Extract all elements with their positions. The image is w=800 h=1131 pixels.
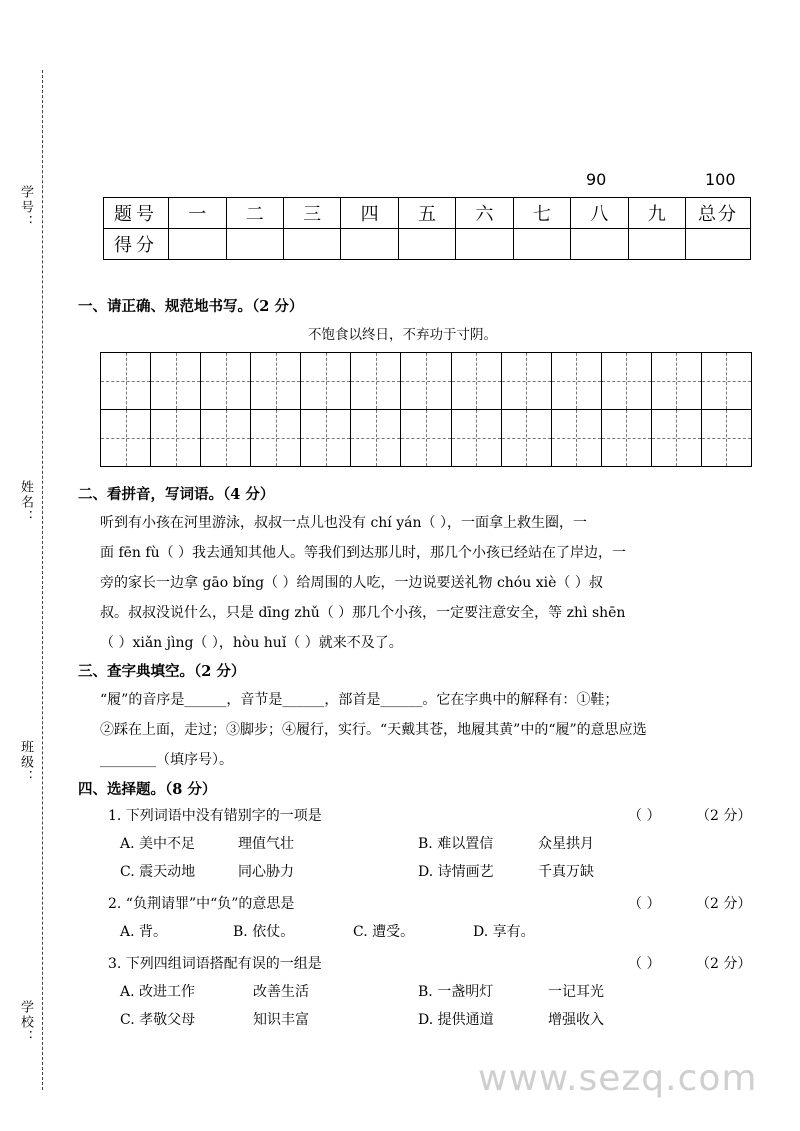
score-cell-5[interactable]: [398, 229, 455, 260]
section-2-line-5: （ ）xiǎn jìng（ ），hòu huǐ（ ）就来不及了。: [100, 635, 403, 651]
writing-cell[interactable]: [250, 353, 300, 409]
section-3-line-3: ________（填序号）。: [100, 752, 233, 768]
writing-cell[interactable]: [551, 410, 601, 466]
writing-cell[interactable]: [501, 410, 551, 466]
score-cell-4[interactable]: [341, 229, 398, 260]
section-1-quote: 不饱食以终日，不弃功于寸阴。: [308, 327, 497, 343]
score-col-4: 四: [341, 198, 398, 229]
score-col-6: 六: [456, 198, 513, 229]
writing-cell[interactable]: [451, 353, 501, 409]
question-3-option-b[interactable]: B. 一盏明灯: [418, 984, 494, 1000]
question-3-option-b-second[interactable]: 一记耳光: [548, 984, 604, 1000]
writing-cell[interactable]: [701, 410, 751, 466]
section-2-line-2: 面 fēn fù（ ）我去通知其他人。等我们到达那儿时，那几个小孩已经站在了岸边，一: [100, 545, 627, 561]
writing-cell[interactable]: [601, 410, 651, 466]
watermark-text: www.sezq.com: [478, 1058, 758, 1099]
score-cell-total[interactable]: [686, 229, 751, 260]
question-1-option-c-second[interactable]: 同心胁力: [238, 864, 294, 880]
question-2-stem: 2. “负荆请罪”中“负”的意思是: [108, 896, 295, 912]
section-2-heading: 二、看拼音，写词语。（4 分）: [78, 486, 275, 503]
section-4-heading: 四、选择题。（8 分）: [78, 781, 217, 798]
question-1-option-d[interactable]: D. 诗情画艺: [418, 864, 494, 880]
section-3-line-2: ②踩在上面，走过；③脚步；④履行，实行。“天戴其苍，地履其黄”中的“履”的意思应选: [100, 722, 647, 738]
fold-dashed-line: [42, 70, 43, 1090]
score-cell-6[interactable]: [456, 229, 513, 260]
writing-cell[interactable]: [551, 353, 601, 409]
score-table-header-label: 题号: [104, 198, 169, 229]
question-3-option-d[interactable]: D. 提供通道: [418, 1012, 494, 1028]
writing-cell[interactable]: [200, 353, 250, 409]
margin-label-class: 班级：: [18, 740, 33, 785]
question-3-bracket[interactable]: （ ）: [628, 956, 661, 972]
question-2-points: （2 分）: [696, 896, 752, 912]
score-cell-9[interactable]: [628, 229, 685, 260]
question-1-option-b[interactable]: B. 难以置信: [418, 836, 494, 852]
writing-cell[interactable]: [150, 353, 200, 409]
section-1-heading: 一、请正确、规范地书写。（2 分）: [78, 298, 304, 315]
writing-cell[interactable]: [350, 410, 400, 466]
score-cell-8[interactable]: [571, 229, 628, 260]
question-1-option-a-second[interactable]: 理值气壮: [238, 836, 294, 852]
score-cell-7[interactable]: [513, 229, 570, 260]
question-2-bracket[interactable]: （ ）: [628, 896, 661, 912]
score-col-total: 总分: [686, 198, 751, 229]
score-col-5: 五: [398, 198, 455, 229]
question-3-option-a[interactable]: A. 改进工作: [120, 984, 196, 1000]
writing-grid-row: [101, 409, 751, 466]
writing-cell[interactable]: [601, 353, 651, 409]
question-2-option-a[interactable]: A. 背。: [120, 924, 168, 940]
margin-label-student-id: 学号：: [18, 185, 33, 230]
score-cell-2[interactable]: [226, 229, 283, 260]
table-row-question-numbers: [104, 198, 751, 229]
table-row-scores: [104, 229, 751, 260]
writing-cell[interactable]: [250, 410, 300, 466]
question-1-option-c[interactable]: C. 震天动地: [120, 864, 196, 880]
section-2-line-3: 旁的家长一边拿 gāo bǐng（ ）给周围的人吃，一边说要送礼物 chóu xiè（ ）叔: [100, 575, 603, 591]
writing-cell[interactable]: [101, 410, 150, 466]
score-mark-100: 100: [705, 170, 736, 189]
section-3-line-1: “履”的音序是______，音节是______，部首是______。它在字典中的解释有：①鞋；: [100, 692, 619, 708]
writing-cell[interactable]: [501, 353, 551, 409]
writing-cell[interactable]: [150, 410, 200, 466]
writing-cell[interactable]: [651, 410, 701, 466]
score-cell-1[interactable]: [169, 229, 226, 260]
writing-grid-row: [101, 353, 751, 409]
writing-cell[interactable]: [300, 353, 350, 409]
question-2-option-d[interactable]: D. 享有。: [473, 924, 535, 940]
writing-cell[interactable]: [300, 410, 350, 466]
question-3-points: （2 分）: [696, 956, 752, 972]
margin-label-name: 姓名：: [18, 480, 33, 525]
writing-cell[interactable]: [350, 353, 400, 409]
writing-cell[interactable]: [451, 410, 501, 466]
section-3-heading: 三、查字典填空。（2 分）: [78, 663, 246, 680]
question-1-bracket[interactable]: （ ）: [628, 808, 661, 824]
writing-grid[interactable]: [100, 352, 752, 467]
score-table-score-label: 得分: [104, 229, 169, 260]
writing-cell[interactable]: [651, 353, 701, 409]
question-3-option-d-second[interactable]: 增强收入: [548, 1012, 604, 1028]
writing-cell[interactable]: [200, 410, 250, 466]
question-3-option-c-second[interactable]: 知识丰富: [253, 1012, 309, 1028]
section-2-line-1: 听到有小孩在河里游泳，叔叔一点儿也没有 chí yán（ ），一面拿上救生圈，一: [100, 515, 587, 531]
score-col-9: 九: [628, 198, 685, 229]
question-1-points: （2 分）: [696, 808, 752, 824]
writing-cell[interactable]: [400, 410, 450, 466]
question-1-option-b-second[interactable]: 众星拱月: [538, 836, 594, 852]
writing-cell[interactable]: [101, 353, 150, 409]
question-2-option-c[interactable]: C. 遭受。: [353, 924, 415, 940]
question-1-stem: 1. 下列词语中没有错别字的一项是: [108, 808, 322, 824]
section-2-line-4: 叔。叔叔没说什么，只是 dīng zhǔ（ ）那几个小孩，一定要注意安全，等 zhì shēn: [100, 605, 626, 621]
score-col-3: 三: [283, 198, 340, 229]
writing-cell[interactable]: [400, 353, 450, 409]
score-mark-90: 90: [586, 170, 607, 189]
question-3-option-a-second[interactable]: 改善生活: [253, 984, 309, 1000]
question-1-option-d-second[interactable]: 千真万缺: [538, 864, 594, 880]
score-cell-3[interactable]: [283, 229, 340, 260]
score-table: [103, 197, 751, 260]
question-2-option-b[interactable]: B. 依仗。: [233, 924, 295, 940]
writing-cell[interactable]: [701, 353, 751, 409]
question-3-stem: 3. 下列四组词语搭配有误的一组是: [108, 956, 322, 972]
question-3-option-c[interactable]: C. 孝敬父母: [120, 1012, 196, 1028]
margin-label-school: 学校：: [18, 1000, 33, 1045]
score-col-8: 八: [571, 198, 628, 229]
question-1-option-a[interactable]: A. 美中不足: [120, 836, 196, 852]
score-col-7: 七: [513, 198, 570, 229]
score-col-1: 一: [169, 198, 226, 229]
exam-paper-body: [78, 0, 778, 1131]
score-col-2: 二: [226, 198, 283, 229]
